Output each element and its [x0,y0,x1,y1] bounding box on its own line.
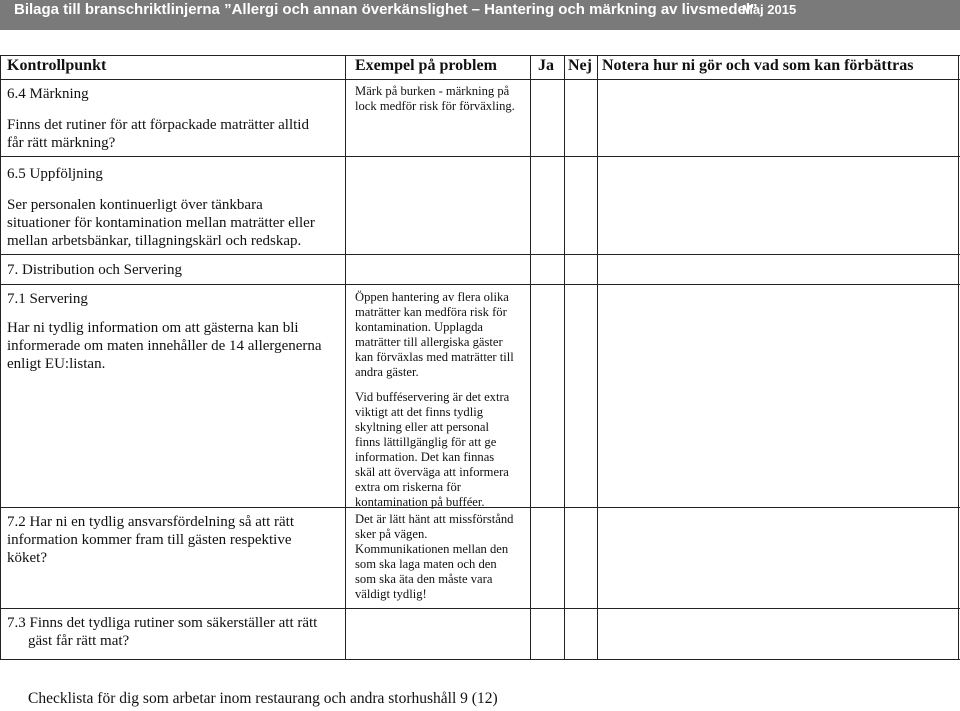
row-question-7-1-line3: enligt EU:listan. [7,356,106,372]
header-bottom-border [0,79,960,80]
row-question-6-5-line1: Ser personalen kontinuerligt över tänkbara [7,197,263,213]
row-example-7-1b-line3: skyltning eller att personal [355,420,489,434]
column-header-ja: Ja [538,57,554,74]
row-example-7-1a-line6: andra gäster. [355,365,419,379]
row-example-7-1a-line3: kontamination. Upplagda [355,320,484,334]
row-heading-6-4: 6.4 Märkning [7,86,89,102]
row-example-7-2-line4: som ska laga maten och den [355,557,497,571]
row-example-6-4-line2: lock medför risk för förväxling. [355,99,515,113]
row-heading-6-5: 6.5 Uppföljning [7,166,103,182]
row-example-7-1b-line5: information. Det kan finnas [355,450,495,464]
row-example-7-2-line3: Kommunikationen mellan den [355,542,509,556]
row-example-7-1b-line6: skäl att överväga att informera [355,465,509,479]
header-title-bold: ”Allergi och annan överkänslighet – Hantering och märkning av livsmedel” [224,1,758,18]
section-heading-7: 7. Distribution och Servering [7,262,182,278]
row-example-7-1b-line2: viktigt att det finns tydlig [355,405,484,419]
row-example-7-2-line6: väldigt tydlig! [355,587,427,601]
row-question-7-2-line2: information kommer fram till gästen respektive [7,532,292,548]
row-example-7-1b-line4: finns lättillgänglig för att ge [355,435,497,449]
table-bottom-border [0,659,960,660]
row-question-6-5-line3: mellan arbetsbänkar, tillagningskärl och redskap. [7,233,302,249]
row-example-7-2-line2: sker på vägen. [355,527,428,541]
row-example-7-1a-line5: kan förväxlas med maträtter till [355,350,514,364]
row-question-6-4-line2: får rätt märkning? [7,135,116,151]
row-example-7-1b-line7: extra om riskerna för [355,480,461,494]
column-divider [564,55,565,660]
table-right-border [958,55,959,660]
row-example-7-1a-line2: maträtter kan medföra risk för [355,305,507,319]
row-example-7-1a-line1: Öppen hantering av flera olika [355,290,509,304]
table-top-border [0,55,960,56]
row-example-7-2-line1: Det är lätt hänt att missförstånd [355,512,514,526]
column-header-notera: Notera hur ni gör och vad som kan förbättras [602,57,914,74]
row-question-7-1-line1: Har ni tydlig information om att gästerna kan bli [7,320,299,336]
row-question-7-2-line3: köket? [7,550,47,566]
header-title-prefix: Bilaga till branschriktlinjerna [14,1,225,18]
row-question-7-3-line2: gäst får rätt mat? [28,633,130,649]
row-example-7-2-line5: som ska äta den måste vara [355,572,493,586]
row-example-7-1b-line8: kontamination på bufféer. [355,495,485,509]
row-divider [0,284,960,285]
column-header-exempel: Exempel på problem [355,57,497,74]
column-divider [597,55,598,660]
row-heading-7-1: 7.1 Servering [7,291,88,307]
column-header-kontrollpunkt: Kontrollpunkt [7,57,107,74]
row-question-7-3-line1: 7.3 Finns det tydliga rutiner som säkerställer att rätt [7,615,318,631]
table-left-border [0,55,1,660]
row-question-7-1-line2: informerade om maten innehåller de 14 allergenerna [7,338,322,354]
row-example-7-1a-line4: maträtter till allergiska gäster [355,335,503,349]
header-date: Maj 2015 [742,2,797,17]
row-question-7-2-line1: 7.2 Har ni en tydlig ansvarsfördelning så att rätt [7,514,295,530]
row-divider [0,254,960,255]
page-footer: Checklista för dig som arbetar inom restaurang och andra storhushåll 9 (12) [28,690,498,707]
row-divider [0,608,960,609]
row-question-6-4-line1: Finns det rutiner för att förpackade maträtter alltid [7,117,309,133]
row-example-6-4-line1: Märk på burken - märkning på [355,84,510,98]
row-question-6-5-line2: situationer för kontamination mellan maträtter eller [7,215,315,231]
column-divider [345,55,346,660]
row-example-7-1b-line1: Vid bufféservering är det extra [355,390,510,404]
row-divider [0,156,960,157]
column-header-nej: Nej [568,57,592,74]
